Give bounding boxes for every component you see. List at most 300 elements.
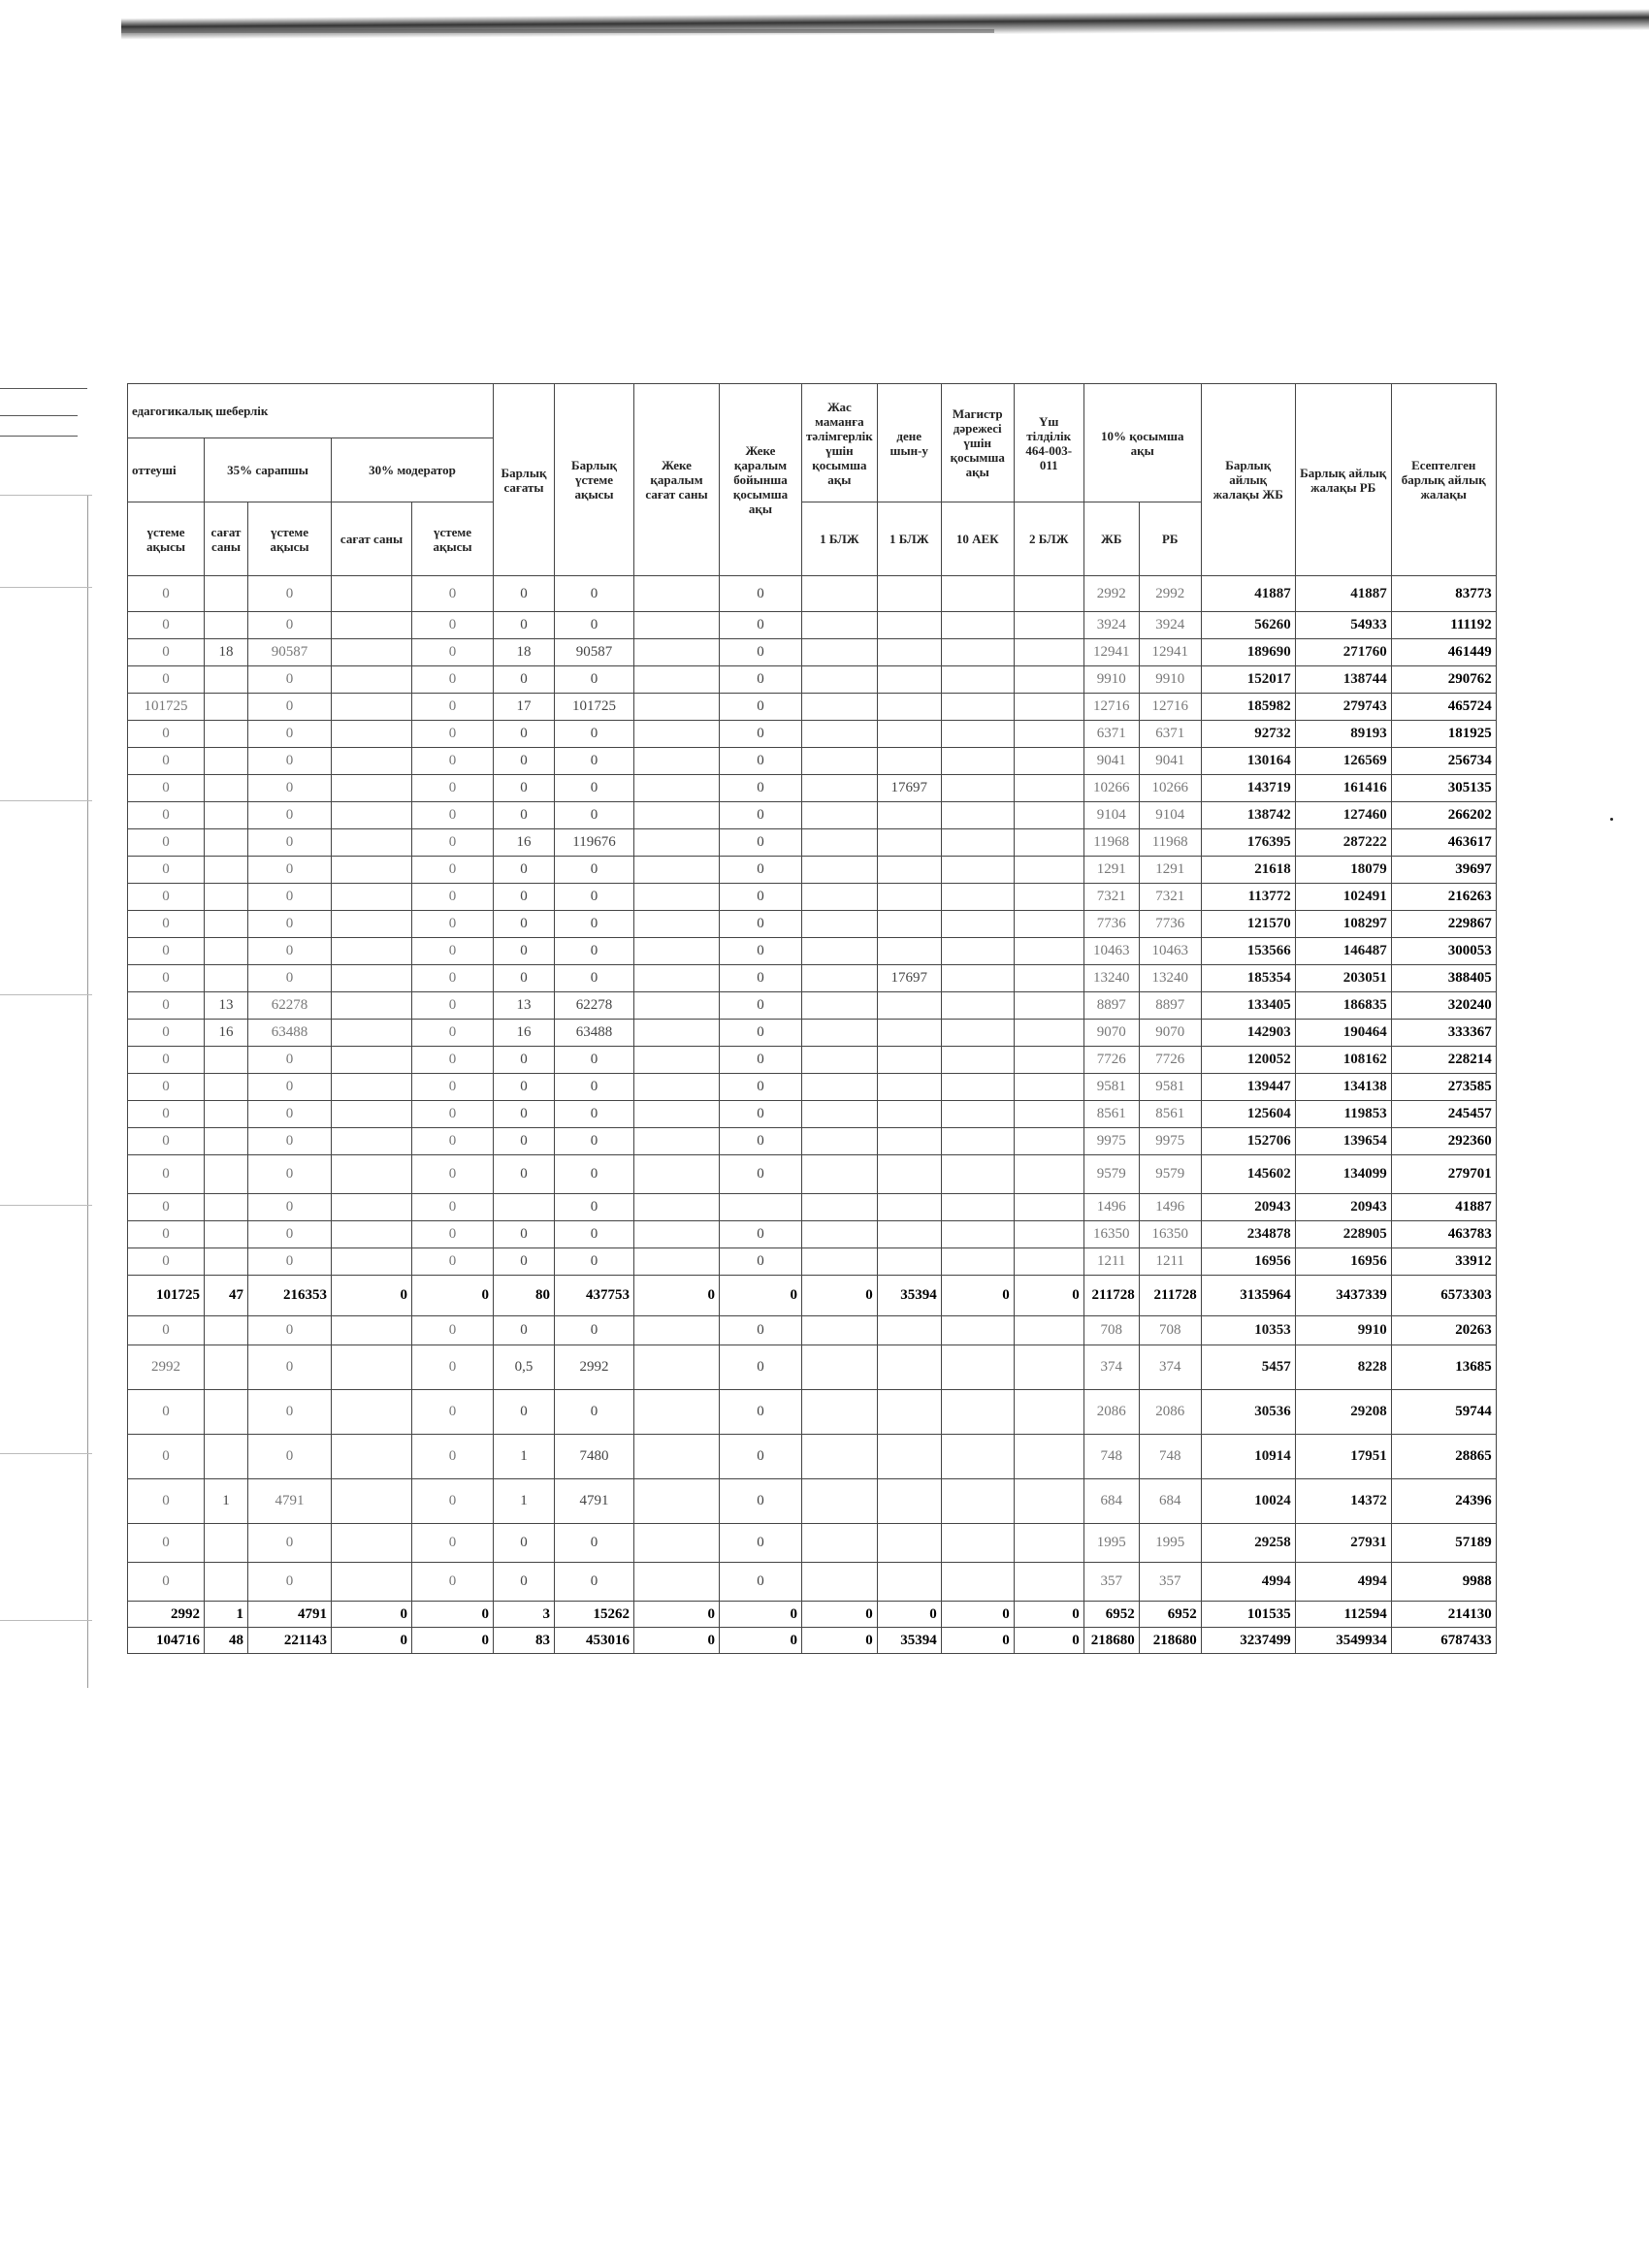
table-cell [802,1101,878,1128]
table-row [128,1345,1497,1390]
table-cell [941,612,1014,639]
table-cell [332,666,412,694]
table-cell: 112594 [1295,1602,1391,1628]
table-cell [205,802,248,829]
table-cell: 0 [1014,1276,1083,1316]
table-cell: 292360 [1391,1128,1496,1155]
table-cell [802,1074,878,1101]
table-cell: 0 [412,1602,494,1628]
table-cell [1014,1194,1083,1221]
table-cell: 3924 [1083,612,1139,639]
table-cell [941,1155,1014,1194]
header-phys-ed: дене шын-у [877,384,941,502]
table-cell [634,1101,720,1128]
table-row [128,1047,1497,1074]
table-cell: 0 [128,1563,205,1602]
table-cell [877,1155,941,1194]
table-cell: 0 [412,911,494,938]
table-cell: 0 [248,1248,332,1276]
table-row [128,911,1497,938]
table-cell: 125604 [1201,1101,1295,1128]
table-cell: 0 [248,965,332,992]
table-cell: 0 [412,857,494,884]
table-cell: 0 [248,1074,332,1101]
table-cell: 0 [720,802,802,829]
table-cell: 0 [634,1628,720,1654]
table-cell [877,748,941,775]
table-row [128,1221,1497,1248]
margin-tick [0,1205,92,1206]
header-jb: ЖБ [1083,502,1139,576]
table-row [128,1020,1497,1047]
table-cell [634,802,720,829]
table-cell: 0 [720,1316,802,1345]
table-cell [877,1345,941,1390]
table-cell [634,1128,720,1155]
table-cell: 0 [720,1628,802,1654]
table-cell: 21618 [1201,857,1295,884]
table-cell [802,1524,878,1563]
table-cell [205,1345,248,1390]
table-cell: 0 [248,1524,332,1563]
table-cell: 0 [412,748,494,775]
table-cell [941,721,1014,748]
table-cell [1014,748,1083,775]
margin-tick [0,1453,92,1454]
table-cell: 101725 [555,694,634,721]
table-cell [332,992,412,1020]
table-cell: 0 [128,1248,205,1276]
table-cell [941,1020,1014,1047]
table-cell: 216263 [1391,884,1496,911]
table-cell: 0 [634,1602,720,1628]
table-cell: 47 [205,1276,248,1316]
table-cell [877,938,941,965]
table-cell: 20263 [1391,1316,1496,1345]
table-cell [205,911,248,938]
table-cell: 2992 [1139,576,1201,612]
table-cell [941,1128,1014,1155]
table-cell: 287222 [1295,829,1391,857]
table-cell: 13685 [1391,1345,1496,1390]
table-cell [634,1524,720,1563]
table-cell: 35394 [877,1628,941,1654]
table-cell: 9910 [1139,666,1201,694]
table-cell: 0 [555,721,634,748]
table-cell [941,1221,1014,1248]
table-cell: 9041 [1083,748,1139,775]
table-cell: 305135 [1391,775,1496,802]
table-cell: 83 [494,1628,555,1654]
table-row [128,612,1497,639]
table-cell: 0 [720,1155,802,1194]
table-cell: 0 [494,1390,555,1435]
table-cell: 0 [720,1563,802,1602]
table-cell: 279701 [1391,1155,1496,1194]
table-cell: 41887 [1295,576,1391,612]
table-cell: 0 [412,1194,494,1221]
table-cell: 279743 [1295,694,1391,721]
table-cell [332,802,412,829]
table-row [128,1101,1497,1128]
table-cell: 16956 [1295,1248,1391,1276]
table-row [128,829,1497,857]
table-cell: 108162 [1295,1047,1391,1074]
table-cell [941,639,1014,666]
table-cell [802,802,878,829]
table-cell: 0 [412,1628,494,1654]
table-cell: 10914 [1201,1435,1295,1479]
table-cell: 127460 [1295,802,1391,829]
table-cell [802,694,878,721]
table-cell [205,1128,248,1155]
table-cell: 684 [1139,1479,1201,1524]
table-cell: 245457 [1391,1101,1496,1128]
table-cell: 6952 [1083,1602,1139,1628]
table-cell: 0 [494,721,555,748]
table-cell [802,911,878,938]
table-cell [802,938,878,965]
table-cell: 0 [555,965,634,992]
table-cell [941,775,1014,802]
table-cell: 0 [494,965,555,992]
table-cell: 6787433 [1391,1628,1496,1654]
table-cell: 54933 [1295,612,1391,639]
table-cell: 17951 [1295,1435,1391,1479]
table-cell [941,576,1014,612]
table-cell [941,829,1014,857]
table-cell: 234878 [1201,1221,1295,1248]
table-cell: 20943 [1201,1194,1295,1221]
table-cell [205,576,248,612]
table-row [128,1390,1497,1435]
table-cell: 216353 [248,1276,332,1316]
table-cell: 0 [412,884,494,911]
table-cell: 0 [494,938,555,965]
table-cell: 181925 [1391,721,1496,748]
table-cell: 0 [720,1248,802,1276]
table-cell: 16 [494,1020,555,1047]
table-cell: 0 [412,992,494,1020]
table-cell: 0 [494,911,555,938]
table-cell: 0 [412,1047,494,1074]
table-cell [634,576,720,612]
table-cell [1014,775,1083,802]
table-cell [941,1390,1014,1435]
header-ustome-2: үстеме ақысы [248,502,332,576]
table-cell [941,1194,1014,1221]
table-cell: 333367 [1391,1020,1496,1047]
table-cell [634,775,720,802]
header-young-mentor: Жас маманға тәлімгерлік үшін қосымша ақы [802,384,878,502]
table-cell: 0 [128,1101,205,1128]
header-ustome-3: үстеме ақысы [412,502,494,576]
table-cell: 218680 [1083,1628,1139,1654]
table-cell: 0 [248,748,332,775]
table-cell: 2086 [1083,1390,1139,1435]
table-cell [941,857,1014,884]
table-cell: 16 [494,829,555,857]
table-row [128,748,1497,775]
table-cell [634,857,720,884]
table-cell [205,1155,248,1194]
table-cell [877,1074,941,1101]
table-row [128,666,1497,694]
table-cell [634,694,720,721]
table-cell: 17697 [877,775,941,802]
table-cell: 0 [412,1155,494,1194]
table-cell [802,1221,878,1248]
table-cell [1014,1524,1083,1563]
table-cell: 16350 [1139,1221,1201,1248]
table-cell [634,938,720,965]
table-cell [1014,1221,1083,1248]
table-cell: 0 [555,1248,634,1276]
table-cell [1014,1479,1083,1524]
table-cell [877,694,941,721]
table-cell: 14372 [1295,1479,1391,1524]
table-cell [877,802,941,829]
table-cell: 17 [494,694,555,721]
table-cell [941,1047,1014,1074]
table-cell: 0 [412,1128,494,1155]
table-cell: 3437339 [1295,1276,1391,1316]
table-cell: 290762 [1391,666,1496,694]
table-cell [877,992,941,1020]
table-cell: 4791 [555,1479,634,1524]
table-cell [877,1435,941,1479]
table-cell: 0 [494,1248,555,1276]
table-cell: 0 [128,639,205,666]
table-cell [205,1435,248,1479]
table-cell [877,576,941,612]
table-cell: 0 [412,802,494,829]
table-cell: 1995 [1083,1524,1139,1563]
table-cell [634,1074,720,1101]
table-cell: 6573303 [1391,1276,1496,1316]
table-row [128,1479,1497,1524]
table-cell: 0 [720,857,802,884]
table-cell [802,612,878,639]
table-cell [941,884,1014,911]
table-cell [634,1020,720,1047]
header-sagat-1: сағат саны [205,502,248,576]
table-cell [802,965,878,992]
table-cell: 7321 [1139,884,1201,911]
table-cell: 0 [555,1563,634,1602]
table-cell: 0 [412,1074,494,1101]
table-cell: 0 [720,884,802,911]
table-cell: 0 [720,911,802,938]
table-cell: 4791 [248,1602,332,1628]
table-cell: 0 [720,721,802,748]
table-cell: 0 [494,1074,555,1101]
table-cell [332,1248,412,1276]
table-row [128,1316,1497,1345]
table-cell: 0 [494,612,555,639]
table-cell: 6371 [1139,721,1201,748]
table-cell: 221143 [248,1628,332,1654]
table-cell [877,1221,941,1248]
table-cell [941,992,1014,1020]
table-cell: 0 [248,1345,332,1390]
table-cell: 1496 [1083,1194,1139,1221]
table-cell: 111192 [1391,612,1496,639]
table-cell: 0 [412,775,494,802]
table-cell: 0 [248,1128,332,1155]
table-cell: 0 [494,576,555,612]
table-cell [205,1101,248,1128]
table-cell [634,1194,720,1221]
table-cell: 0 [720,829,802,857]
table-cell [332,1194,412,1221]
table-cell: 0 [494,1221,555,1248]
table-cell [802,639,878,666]
header-rb: РБ [1139,502,1201,576]
table-cell: 0 [248,1221,332,1248]
table-cell [1014,884,1083,911]
table-cell: 0 [248,612,332,639]
table-cell [332,1155,412,1194]
header-masters: Магистр дәрежесі үшін қосымша ақы [941,384,1014,502]
table-cell [1014,694,1083,721]
table-cell: 0 [802,1628,878,1654]
table-cell: 0 [128,1074,205,1101]
table-cell [877,612,941,639]
header-monthly-calc: Есептелген барлық айлық жалақы [1391,384,1496,576]
table-cell: 1 [205,1602,248,1628]
table-cell: 56260 [1201,612,1295,639]
table-cell: 0 [1014,1628,1083,1654]
table-cell: 190464 [1295,1020,1391,1047]
table-row [128,857,1497,884]
table-cell [634,1316,720,1345]
table-cell: 7726 [1139,1047,1201,1074]
table-cell [877,721,941,748]
table-cell: 0 [248,721,332,748]
table-cell: 12716 [1083,694,1139,721]
table-cell: 203051 [1295,965,1391,992]
table-cell: 0 [494,1155,555,1194]
table-cell: 0 [248,802,332,829]
table-cell [205,748,248,775]
table-cell: 24396 [1391,1479,1496,1524]
table-cell: 0 [128,1155,205,1194]
table-cell [877,1248,941,1276]
table-cell [941,666,1014,694]
table-cell: 90587 [248,639,332,666]
table-cell: 374 [1083,1345,1139,1390]
table-cell: 186835 [1295,992,1391,1020]
table-cell [634,884,720,911]
table-cell: 152706 [1201,1128,1295,1155]
table-cell: 0 [720,1047,802,1074]
table-cell: 218680 [1139,1628,1201,1654]
table-cell: 0 [248,1101,332,1128]
table-cell [802,1155,878,1194]
table-cell: 119853 [1295,1101,1391,1128]
table-cell: 0 [555,1047,634,1074]
table-cell [634,721,720,748]
header-blzh-2: 2 БЛЖ [1014,502,1083,576]
table-cell: 8897 [1139,992,1201,1020]
table-cell: 0 [248,829,332,857]
table-cell [877,1020,941,1047]
header-trilingual: Үш тілділік 464-003-011 [1014,384,1083,502]
table-cell: 0 [412,965,494,992]
table-cell: 0 [802,1276,878,1316]
table-cell [634,639,720,666]
table-cell: 0 [555,857,634,884]
table-cell: 0 [877,1602,941,1628]
table-cell [802,992,878,1020]
table-cell [332,1345,412,1390]
table-cell: 0 [412,666,494,694]
table-cell [802,884,878,911]
table-cell: 1 [494,1479,555,1524]
table-cell: 0 [941,1276,1014,1316]
table-cell [332,1128,412,1155]
table-row [128,775,1497,802]
table-cell: 130164 [1201,748,1295,775]
table-cell: 10353 [1201,1316,1295,1345]
table-cell: 0 [720,666,802,694]
table-cell: 0 [555,1074,634,1101]
table-cell [332,1316,412,1345]
table-cell: 0 [412,1390,494,1435]
table-cell: 463617 [1391,829,1496,857]
table-cell: 1291 [1083,857,1139,884]
table-cell [205,721,248,748]
table-cell: 388405 [1391,965,1496,992]
table-cell [332,775,412,802]
table-cell [205,775,248,802]
table-cell: 41887 [1391,1194,1496,1221]
table-cell: 6952 [1139,1602,1201,1628]
margin-tick [0,436,78,437]
table-row [128,965,1497,992]
table-cell: 11968 [1083,829,1139,857]
table-cell: 4994 [1201,1563,1295,1602]
table-cell: 0 [332,1602,412,1628]
table-cell [1014,721,1083,748]
table-cell: 39697 [1391,857,1496,884]
table-cell: 3549934 [1295,1628,1391,1654]
table-cell: 0 [412,1435,494,1479]
table-cell: 0 [494,884,555,911]
margin-tick [0,1620,92,1621]
table-cell: 300053 [1391,938,1496,965]
table-cell: 18079 [1295,857,1391,884]
table-cell: 357 [1139,1563,1201,1602]
table-cell [941,1101,1014,1128]
header-bonus-10: 10% қосымша ақы [1083,384,1201,502]
total-row [128,1602,1497,1628]
table-cell: 9070 [1083,1020,1139,1047]
table-cell [1014,1047,1083,1074]
table-cell: 48 [205,1628,248,1654]
table-cell: 0 [128,1435,205,1479]
table-cell: 9104 [1139,802,1201,829]
table-cell: 0 [555,1221,634,1248]
table-cell: 27931 [1295,1524,1391,1563]
table-cell [205,1194,248,1221]
table-cell: 0 [720,612,802,639]
table-cell: 0 [494,666,555,694]
header-overtime-total: Барлық үстеме ақысы [555,384,634,576]
table-cell: 0 [494,1316,555,1345]
table-cell [332,1390,412,1435]
